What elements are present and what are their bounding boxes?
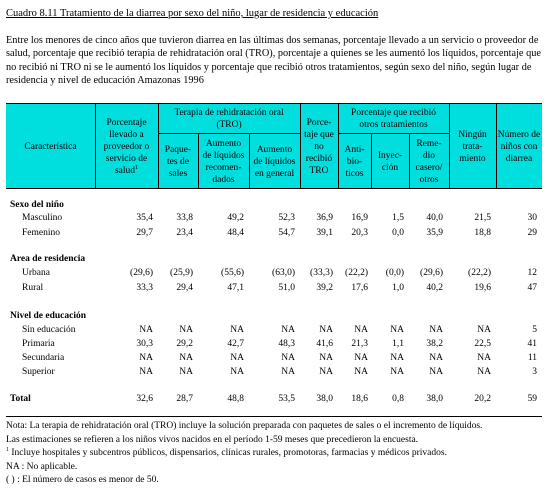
table-cell: 1,0 — [392, 283, 404, 293]
table-cell: NA — [139, 325, 153, 335]
table-cell: NA — [390, 353, 404, 363]
section-heading-row — [6, 310, 542, 323]
row-label: Rural — [22, 283, 44, 293]
table-cell: 48,4 — [227, 228, 244, 238]
section-heading-row — [6, 199, 542, 212]
table-cell: NA — [230, 353, 244, 363]
intro-line: no recibió ni TRO ni se le aumentó los líquidos y porcentaje que recibió otros tratamientos, según sexo del niño, según lugar de — [6, 61, 532, 73]
row-label: Masculino — [22, 213, 63, 223]
note-line: Las estimaciones se refieren a los niños vivos nacidos en el período 1-59 meses que precedieron la encuesta. — [6, 434, 419, 445]
table-cell: 18,6 — [351, 394, 368, 404]
table-cell: 22,5 — [474, 339, 491, 349]
table-cell: 20,2 — [474, 394, 491, 404]
table-row — [6, 267, 542, 280]
table-cell: NA — [319, 367, 333, 377]
table-cell: NA — [477, 325, 491, 335]
table-cell: (22,2) — [468, 268, 491, 278]
col-aumento-general: Aumento de líquidos en general — [253, 144, 296, 179]
table-cell: 59 — [527, 394, 537, 404]
table-cell: 40,0 — [426, 213, 443, 223]
table-cell: 3 — [532, 367, 537, 377]
table-cell: NA — [477, 367, 491, 377]
table-cell: (0,0) — [385, 268, 404, 278]
table-cell: NA — [281, 353, 295, 363]
row-label: Primaria — [22, 339, 55, 349]
total-row — [6, 393, 542, 406]
table-cell: 11 — [527, 353, 537, 363]
table-cell: (25,9) — [170, 268, 193, 278]
table-cell: NA — [139, 353, 153, 363]
table-cell: NA — [319, 353, 333, 363]
table-cell: NA — [179, 325, 193, 335]
col-no-recibio: Porce- taje que no recibió TRO — [304, 117, 334, 176]
table-cell: 39,2 — [316, 283, 333, 293]
table-cell: 20,3 — [351, 228, 368, 238]
table-cell: (22,2) — [345, 268, 368, 278]
table-cell: 12 — [527, 268, 537, 278]
row-label: Sin educación — [22, 325, 76, 335]
table-cell: 5 — [532, 325, 537, 335]
table-title: Cuadro 8.11 Tratamiento de la diarrea por sexo del niño, lugar de residencia y educación — [6, 8, 379, 19]
section-heading-row — [6, 253, 542, 266]
col-numero-ninos: Número de niños con diarrea — [497, 129, 541, 164]
table-cell: NA — [230, 367, 244, 377]
table-cell: 49,2 — [227, 213, 244, 223]
col-remedio: Reme- dio casero/ otros — [415, 138, 443, 185]
table-cell: NA — [281, 325, 295, 335]
table-cell: 48,8 — [227, 394, 244, 404]
table-cell: NA — [281, 367, 295, 377]
col-ningun-tratamiento: Ningún trata- miento — [458, 129, 487, 164]
col-group-otros: Porcentaje que recibió otros tratamientos — [351, 107, 436, 130]
table-cell: 16,9 — [351, 213, 368, 223]
table-cell: 1,5 — [392, 213, 404, 223]
intro-line: salud, porcentaje que recibió terapia de rehidratación oral (TRO), porcentaje a quienes se les aumentó los líquidos, porcentaje que — [6, 48, 541, 60]
table-bottom-rule — [6, 416, 542, 417]
row-label: Secundaria — [22, 353, 65, 363]
col-paquetes: Paque- tes de sales — [164, 144, 192, 179]
table-cell: 52,3 — [278, 213, 295, 223]
table-cell: 35,4 — [136, 213, 153, 223]
row-label: Sexo del niño — [10, 200, 64, 210]
table-cell: 0,0 — [392, 228, 404, 238]
table-description — [6, 34, 542, 88]
table-cell: 38,0 — [316, 394, 333, 404]
table-row — [6, 338, 542, 351]
note-line: NA : No aplicable. — [6, 461, 78, 472]
col-caracteristica: Característica — [24, 141, 77, 152]
table-cell: NA — [354, 353, 368, 363]
intro-line: Entre los menores de cinco años que tuvieron diarrea en las últimas dos semanas, porcentaje llevado a un servicio o proveedor de — [6, 35, 539, 46]
intro-line: residencia y nivel de educación Amazonas 1996 — [6, 75, 204, 87]
table-cell: NA — [179, 367, 193, 377]
table-cell: 51,0 — [278, 283, 295, 293]
col-inyeccion: Inyec-ción — [377, 150, 403, 173]
note-line: ( ) : El número de casos es menor de 50. — [6, 475, 159, 486]
table-cell: 23,4 — [176, 228, 193, 238]
table-cell: 39,1 — [316, 228, 333, 238]
table-cell: 30 — [527, 213, 537, 223]
table-cell: 36,9 — [316, 213, 333, 223]
table-cell: 42,7 — [227, 339, 244, 349]
table-cell: NA — [354, 325, 368, 335]
table-cell: 53,5 — [278, 394, 295, 404]
table-cell: 33,3 — [136, 283, 153, 293]
row-label: Urbana — [22, 268, 50, 278]
table-cell: NA — [429, 325, 443, 335]
table-cell: 32,6 — [136, 394, 153, 404]
table-cell: 38,0 — [426, 394, 443, 404]
table-cell: NA — [354, 367, 368, 377]
table-cell: NA — [319, 325, 333, 335]
table-cell: (29,6) — [130, 268, 153, 278]
row-label: Femenino — [22, 228, 60, 238]
table-cell: 29,7 — [136, 228, 153, 238]
table-cell: 40,2 — [426, 283, 443, 293]
table-cell: 1,1 — [392, 339, 404, 349]
row-label: Total — [10, 394, 31, 404]
table-cell: (29,6) — [420, 268, 443, 278]
table-cell: NA — [230, 325, 244, 335]
table-cell: (55,6) — [221, 268, 244, 278]
table-cell: 35,9 — [426, 228, 443, 238]
table-header — [6, 104, 542, 189]
table-cell: 47 — [527, 283, 537, 293]
row-label: Nivel de educación — [10, 311, 86, 321]
col-antibioticos: Anti- bio- ticos — [344, 144, 365, 179]
table-cell: 28,7 — [176, 394, 193, 404]
table-cell: NA — [179, 353, 193, 363]
table-row — [6, 352, 542, 365]
table-row — [6, 324, 542, 337]
table-cell: 19,6 — [474, 283, 491, 293]
table-notes — [6, 420, 482, 488]
table-cell: (33,3) — [310, 268, 333, 278]
table-cell: 48,3 — [278, 339, 295, 349]
table-cell: 17,6 — [351, 283, 368, 293]
row-label: Superior — [22, 367, 55, 377]
table-cell: 41,6 — [316, 339, 333, 349]
note-line: Nota: La terapia de rehidratación oral (TRO) incluye la solución preparada con paquetes de sales o el incremento de líquidos. — [6, 421, 483, 431]
row-label: Area de residencia — [10, 254, 86, 264]
table-cell: 0,8 — [392, 394, 404, 404]
table-cell: NA — [390, 367, 404, 377]
table-cell: NA — [139, 367, 153, 377]
table-cell: NA — [390, 325, 404, 335]
table-cell: 41 — [527, 339, 537, 349]
table-cell: 30,3 — [136, 339, 153, 349]
table-row — [6, 212, 542, 225]
table-cell: (63,0) — [272, 268, 295, 278]
table-cell: 21,3 — [351, 339, 368, 349]
table-row — [6, 282, 542, 295]
note-line: $^1$ Incluye hospitales y subcentros públicos, dispensarios, clínicas rurales, promotoras, farmacias y médicos privados. — [6, 447, 447, 459]
table-cell: 47,1 — [227, 283, 244, 293]
table-cell: 38,2 — [426, 339, 443, 349]
table-row — [6, 366, 542, 379]
col-aumento-recomendados: Aumento de líquidos recomen- dados — [202, 138, 245, 185]
table-cell: 29 — [527, 228, 537, 238]
table-cell: NA — [429, 353, 443, 363]
table-cell: NA — [477, 353, 491, 363]
table-cell: 33,8 — [176, 213, 193, 223]
table-cell: 21,5 — [474, 213, 491, 223]
table-cell: 29,4 — [176, 283, 193, 293]
table-row — [6, 227, 542, 240]
table-cell: NA — [429, 367, 443, 377]
col-porcentaje-llevado: Porcentaje llevado a proveedor o servicio de salud$^1$ — [103, 117, 150, 176]
table-cell: 18,8 — [474, 228, 491, 238]
table-cell: 29,2 — [176, 339, 193, 349]
table-cell: 54,7 — [278, 228, 295, 238]
col-group-tro: Terapia de rehidratación oral (TRO) — [174, 107, 284, 130]
